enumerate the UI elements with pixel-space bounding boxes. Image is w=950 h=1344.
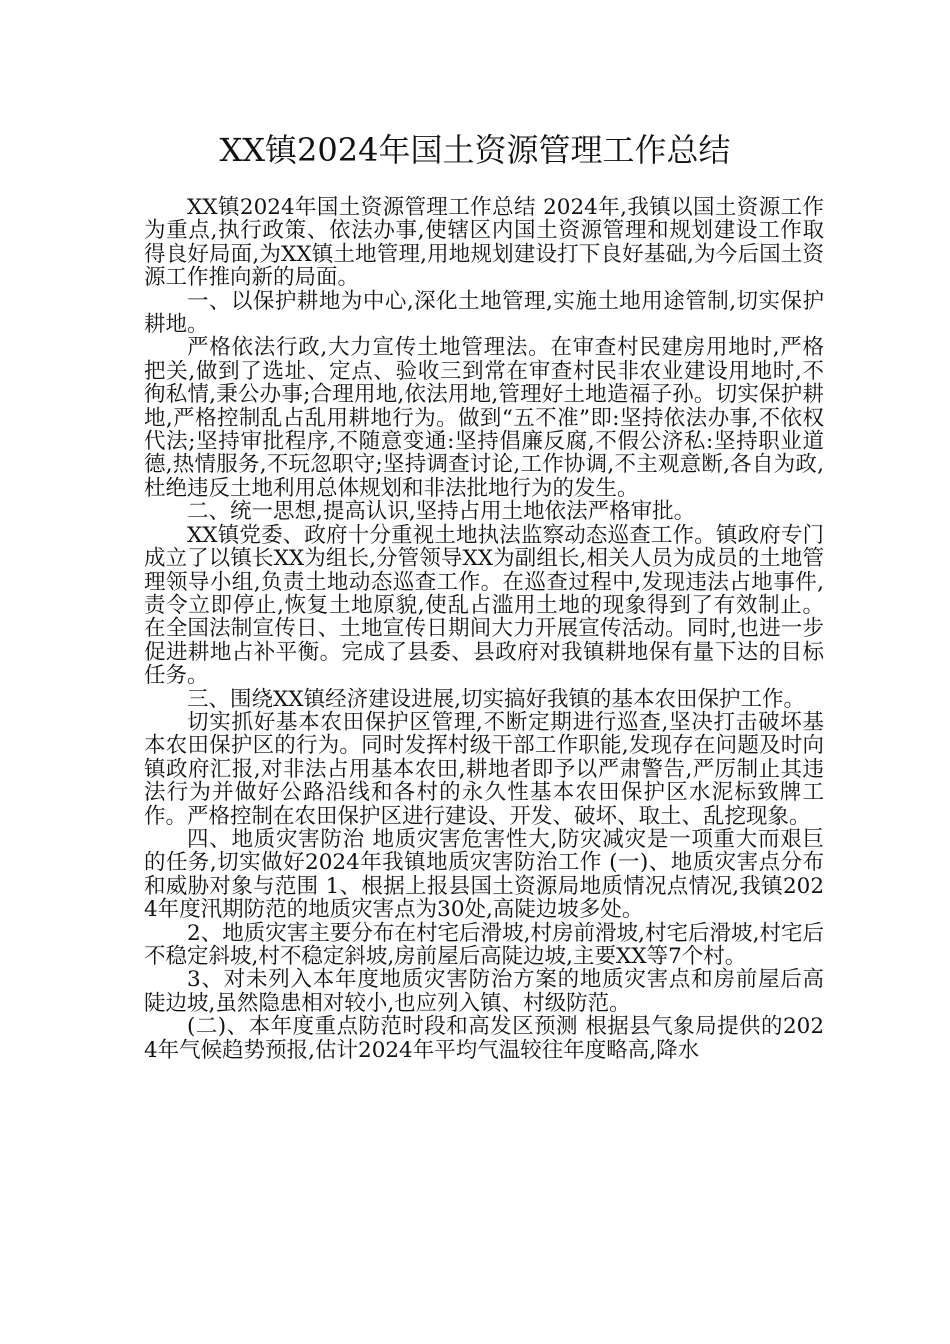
paragraph-section-3-body: 切实抓好基本农田保护区管理,不断定期进行巡查,坚决打击破坏基本农田保护区的行为。同时发挥村级干部工作职能,发现存在问题及时向镇政府汇报,对非法占用基本农田,耕地者即予以严肃警告,严厉制止其违法行为并做好公路沿线和各村的永久性基本农田保护区水泥标致牌工作。严格控制在农田保护区进行建设、开发、破坏、取土、乱挖现象。 — [144, 709, 824, 829]
paragraph-item-3: 3、对未列入本年度地质灾害防治方案的地质灾害点和房前屋后高陡边坡,虽然隐患相对较小,也应列入镇、村级防范。 — [144, 967, 824, 1016]
paragraph-item-2: 2、地质灾害主要分布在村宅后滑坡,村房前滑坡,村宅后滑坡,村宅后不稳定斜坡,村不稳定斜坡,房前屋后高陡边坡,主要XX等7个村。 — [144, 920, 824, 969]
paragraph-section-3-heading: 三、围绕XX镇经济建设进展,切实搞好我镇的基本农田保护工作。 — [187, 686, 805, 712]
paragraph-subsection-2: (二)、本年度重点防范时段和高发区预测 根据县气象局提供的2024年气候趋势预报,估计2024年平均气温较往年度略高,降水 — [144, 1014, 824, 1063]
document-title: XX镇2024年国土资源管理工作总结 — [219, 131, 731, 169]
paragraph-section-1-body: 严格依法行政,大力宣传土地管理法。在审查村民建房用地时,严格把关,做到了选址、定点、验收三到常在审查村民非农业建设用地时,不徇私情,秉公办事;合理用地,依法用地,管理好土地造福子孙。切实保护耕地,严格控制乱占乱用耕地行为。做到“五不准”即:坚持依法办事,不依权代法;坚持审批程序,不随意变通:坚持倡廉反腐,不假公济私:坚持职业道德,热情服务,不玩忽职守;坚持调查讨论,工作协调,不主观意断,各自为政,杜绝违反土地利用总体规划和非法批地行为的发生。 — [144, 335, 824, 501]
paragraph-section-4-body: 四、地质灾害防治 地质灾害危害性大,防灾减灾是一项重大而艰巨的任务,切实做好2024年我镇地质灾害防治工作 (一)、地质灾害点分布和威胁对象与范围 1、根据上报县国土资源局地质情况点情况,我镇2024年度汛期防范的地质灾害点为30处,高陡边坡多处。 — [144, 826, 824, 923]
document-body — [144, 196, 824, 1062]
paragraph-section-1-heading: 一、以保护耕地为中心,深化土地管理,实施土地用途管制,切实保护耕地。 — [144, 288, 824, 338]
paragraph-intro: XX镇2024年国土资源管理工作总结 2024年,我镇以国土资源工作为重点,执行政策、依法办事,使辖区内国土资源管理和规划建设工作取得良好局面,为XX镇土地管理,用地规划建设打下良好基础,为今后国土资源工作推向新的局面。 — [144, 195, 824, 291]
paragraph-section-2-body: XX镇党委、政府十分重视土地执法监察动态巡查工作。镇政府专门成立了以镇长XX为组长,分管领导XX为副组长,相关人员为成员的土地管理领导小组,负责土地动态巡查工作。在巡查过程中,发现违法占地事件,责令立即停止,恢复土地原貌,使乱占滥用土地的现象得到了有效制止。在全国法制宣传日、土地宣传日期间大力开展宣传活动。同时,也进一步促进耕地占补平衡。完成了县委、县政府对我镇耕地保有量下达的目标任务。 — [144, 522, 824, 689]
paragraph-section-2-heading: 二、统一思想,提高认识,坚持占用土地依法严格审批。 — [187, 499, 696, 525]
